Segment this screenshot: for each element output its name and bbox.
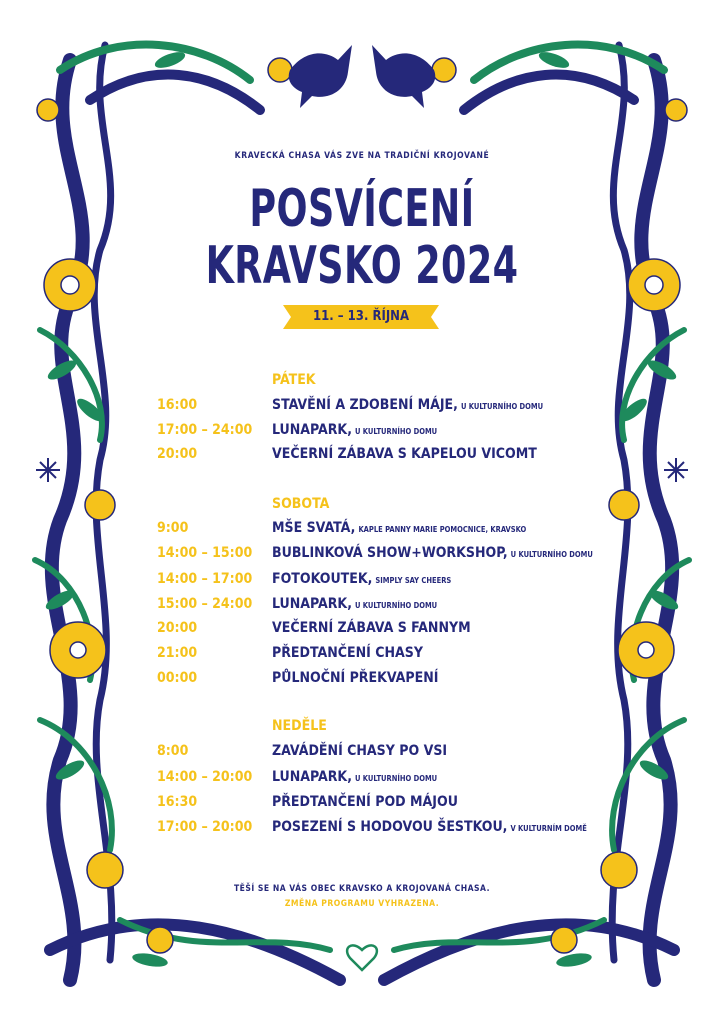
schedule-row [0,446,724,466]
event-time: 9:00 [157,520,189,536]
yellow-flower-icon [609,490,639,520]
day-friday-title: PÁTEK [272,372,316,388]
event-time: 16:00 [157,397,198,413]
yellow-flower-icon [432,58,456,82]
event-time: 00:00 [157,670,198,686]
event-title: FOTOKOUTEK, SIMPLY SAY CHEERS [272,571,452,587]
schedule-row [0,670,724,690]
event-title: LUNAPARK, U KULTURNÍHO DOMU [272,596,438,612]
yellow-flower-icon [147,927,173,953]
schedule-row [0,545,724,565]
event-location: U KULTURNÍHO DOMU [460,402,544,411]
event-location: SIMPLY SAY CHEERS [375,576,452,585]
event-time: 21:00 [157,645,198,661]
event-title: PŘEDTANČENÍ CHASY [272,645,423,661]
schedule-row [0,571,724,591]
event-title: PŮLNOČNÍ PŘEKVAPENÍ [272,670,439,686]
event-title: VEČERNÍ ZÁBAVA S KAPELOU VICOMT [272,446,537,462]
event-title: PŘEDTANČENÍ POD MÁJOU [272,794,458,810]
yellow-flower-icon [665,99,687,121]
event-time: 14:00 – 17:00 [157,571,253,587]
event-time: 16:30 [157,794,198,810]
footer-disclaimer: ZMĚNA PROGRAMU VYHRAZENA. [284,899,440,909]
event-time: 17:00 – 20:00 [157,819,253,835]
schedule-row [0,422,724,442]
event-location: U KULTURNÍHO DOMU [354,427,438,436]
schedule-row [0,743,724,763]
event-location: U KULTURNÍHO DOMU [510,550,593,559]
swallow-icon [372,45,435,108]
schedule-row [0,596,724,616]
event-time: 14:00 – 15:00 [157,545,253,561]
heart-icon [347,945,377,970]
footer-invitation: TĚŠÍ SE NA VÁS OBEC KRAVSKO A KROJOVANÁ CHASA. [233,884,491,894]
day-sunday-title: NEDĚLE [272,718,327,734]
schedule-row [0,520,724,540]
event-location: V KULTURNÍM DOMĚ [510,824,587,833]
event-title: STAVĚNÍ A ZDOBENÍ MÁJE, U KULTURNÍHO DOMU [272,397,544,413]
event-title: MŠE SVATÁ, KAPLE PANNY MARIE POMOCNICE, KRAVSKO [272,520,527,536]
event-title: LUNAPARK, U KULTURNÍHO DOMU [272,769,438,785]
event-time: 20:00 [157,620,198,636]
yellow-flower-icon [601,852,637,888]
schedule-row [0,769,724,789]
event-time: 20:00 [157,446,198,462]
event-location: U KULTURNÍHO DOMU [354,601,438,610]
event-title: VEČERNÍ ZÁBAVA S FANNYM [272,620,471,636]
event-time: 15:00 – 24:00 [157,596,253,612]
schedule-row [0,397,724,417]
event-time: 17:00 – 24:00 [157,422,253,438]
event-title: ZAVÁDĚNÍ CHASY PO VSI [272,743,448,759]
yellow-flower-icon [268,58,292,82]
event-time: 8:00 [157,743,189,759]
schedule-row [0,645,724,665]
title-line-2: KRAVSKO 2024 [205,236,519,296]
festival-dates: 11. – 13. ŘÍJNA [312,309,410,324]
yellow-flower-icon [37,99,59,121]
schedule-row [0,794,724,814]
event-title: BUBLINKOVÁ SHOW+WORKSHOP, U KULTURNÍHO DOMU [272,545,593,561]
event-location: U KULTURNÍHO DOMU [354,774,438,783]
yellow-flower-icon [551,927,577,953]
yellow-flower-icon [87,852,123,888]
day-saturday-title: SOBOTA [272,496,330,512]
yellow-flower-icon [85,490,115,520]
schedule-row [0,620,724,640]
event-title: LUNAPARK, U KULTURNÍHO DOMU [272,422,438,438]
event-location: KAPLE PANNY MARIE POMOCNICE, KRAVSKO [358,525,527,534]
swallow-icon [289,45,352,108]
schedule-row [0,819,724,839]
event-title: POSEZENÍ S HODOVOU ŠESTKOU, V KULTURNÍM DOMĚ [272,819,587,835]
tagline: KRAVECKÁ CHASA VÁS ZVE NA TRADIČNÍ KROJOVANÉ [234,151,490,161]
title-line-1: POSVÍCENÍ [249,179,475,239]
event-time: 14:00 – 20:00 [157,769,253,785]
